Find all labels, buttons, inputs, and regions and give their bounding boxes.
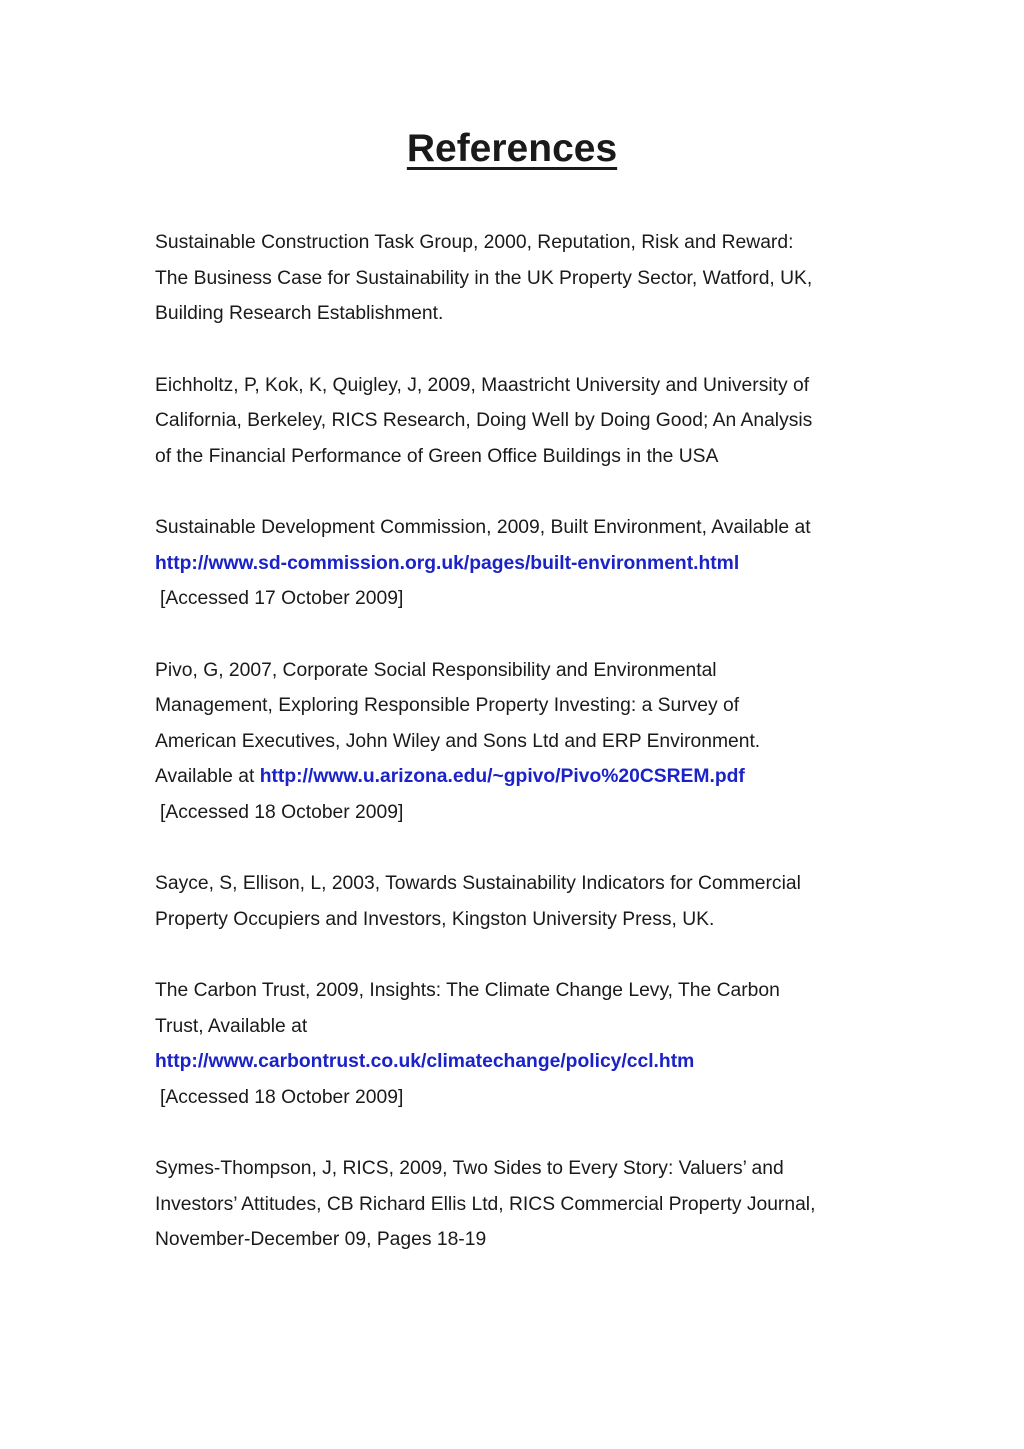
reference-link[interactable]: http://www.u.arizona.edu/~gpivo/Pivo%20CSREM.pdf	[259, 766, 745, 787]
reference-item-5	[155, 866, 885, 937]
reference-line: Investors’ Attitudes, CB Richard Ellis Ltd, RICS Commercial Property Journal,	[155, 1193, 816, 1215]
reference-line: American Executives, John Wiley and Sons Ltd and ERP Environment.	[155, 730, 761, 752]
accessed-date: [Accessed 17 October 2009]	[160, 588, 404, 609]
page-title-text: References	[406, 127, 618, 170]
reference-line: Sustainable Development Commission, 2009, Built Environment, Available at	[155, 517, 811, 538]
reference-line: Eichholtz, P, Kok, K, Quigley, J, 2009, Maastricht University and University of	[155, 374, 810, 396]
reference-line: Sayce, S, Ellison, L, 2003, Towards Sustainability Indicators for Commercial	[155, 873, 801, 894]
reference-line: Property Occupiers and Investors, Kingston University Press, UK.	[155, 908, 715, 930]
reference-line: Trust, Available at	[155, 1015, 308, 1037]
reference-list	[155, 225, 885, 1294]
reference-link[interactable]: http://www.sd-commission.org.uk/pages/built-environment.html	[155, 552, 740, 574]
reference-item-4	[155, 653, 885, 831]
reference-line: Pivo, G, 2007, Corporate Social Responsibility and Environmental	[155, 659, 717, 681]
reference-line: The Business Case for Sustainability in the UK Property Sector, Watford, UK,	[155, 267, 813, 289]
reference-line: November-December 09, Pages 18-19	[155, 1229, 487, 1250]
reference-item-2	[155, 368, 885, 475]
link-prefix: Available at	[155, 766, 260, 787]
reference-line: Building Research Establishment.	[155, 303, 444, 324]
reference-line: California, Berkeley, RICS Research, Doing Well by Doing Good; An Analysis	[155, 410, 813, 431]
reference-item-6	[155, 973, 885, 1115]
accessed-date: [Accessed 18 October 2009]	[160, 1086, 404, 1108]
reference-line: Sustainable Construction Task Group, 2000, Reputation, Risk and Reward:	[155, 232, 794, 253]
reference-item-7	[155, 1151, 885, 1258]
page-title	[0, 124, 1024, 174]
reference-line: of the Financial Performance of Green Office Buildings in the USA	[155, 445, 719, 467]
reference-item-1	[155, 225, 885, 332]
reference-link[interactable]: http://www.carbontrust.co.uk/climatechange/policy/ccl.htm	[155, 1051, 695, 1072]
reference-link-line	[155, 759, 885, 795]
reference-item-3	[155, 510, 885, 617]
accessed-date: [Accessed 18 October 2009]	[160, 801, 404, 823]
reference-line: Symes-Thompson, J, RICS, 2009, Two Sides to Every Story: Valuers’ and	[155, 1158, 784, 1179]
reference-line: The Carbon Trust, 2009, Insights: The Climate Change Levy, The Carbon	[155, 980, 780, 1001]
reference-line: Management, Exploring Responsible Property Investing: a Survey of	[155, 695, 740, 716]
